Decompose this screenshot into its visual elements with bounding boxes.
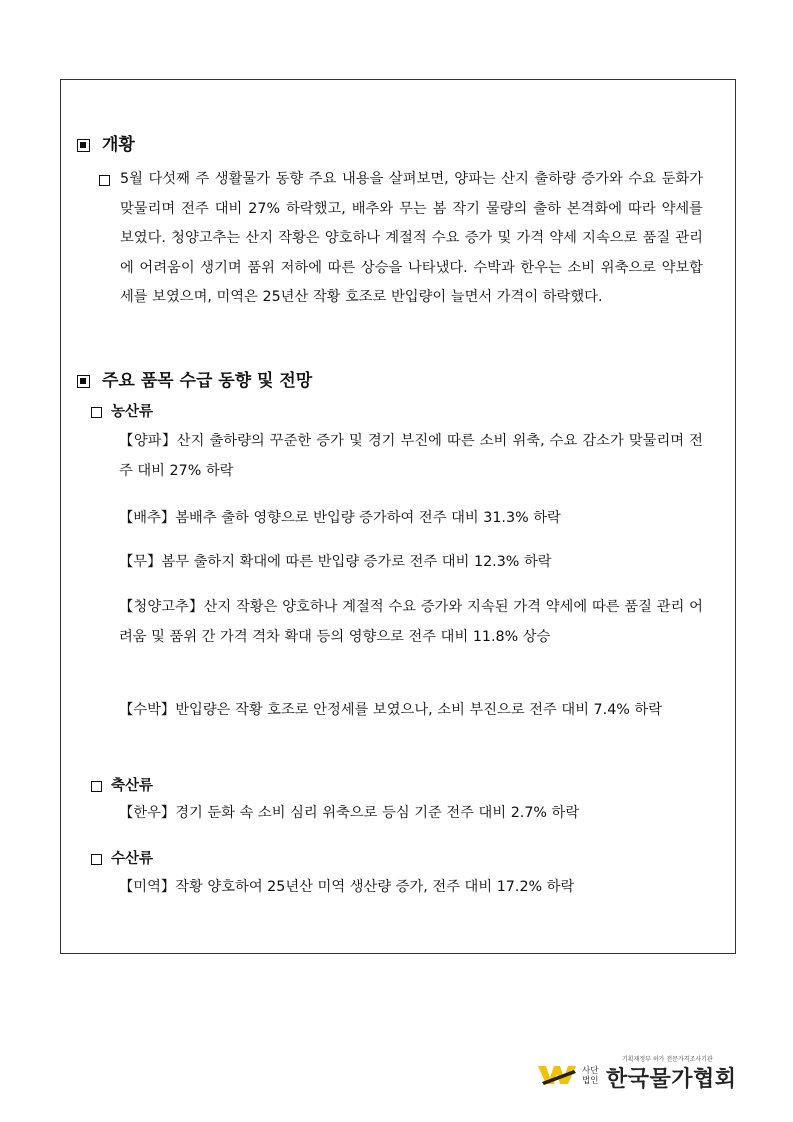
overview-paragraph bbox=[99, 165, 703, 313]
item-text: 봄무 출하지 확대에 따른 반입량 증가로 전주 대비 12.3% 하락 bbox=[161, 554, 552, 570]
logo-tagline: 기획재정부 허가 전문가격조사기관 bbox=[622, 1056, 713, 1063]
category-livestock bbox=[91, 779, 153, 794]
section-market-title-text: 주요 품목 수급 동향 및 전망 bbox=[102, 371, 313, 391]
item-seaweed bbox=[119, 873, 703, 903]
category-fishery-label: 수산류 bbox=[111, 851, 154, 867]
item-hanwoo bbox=[119, 799, 703, 829]
filled-square-bullet-icon bbox=[77, 139, 90, 152]
item-watermelon bbox=[119, 696, 703, 726]
section-market-title bbox=[77, 373, 312, 390]
category-agri-label: 농산류 bbox=[111, 404, 154, 420]
item-radish bbox=[119, 548, 703, 578]
item-text: 봄배추 출하 영향으로 반입량 증가하여 전주 대비 31.3% 하락 bbox=[175, 510, 561, 526]
item-tag: 【배추】 bbox=[119, 510, 176, 526]
section-overview-title bbox=[77, 137, 135, 154]
category-fishery bbox=[91, 852, 153, 867]
item-tag: 【청양고추】 bbox=[119, 599, 204, 615]
overview-text: 5월 다섯째 주 생활물가 동향 주요 내용을 살펴보면, 양파는 산지 출하량 증가와 수요 둔화가 맞물리며 전주 대비 27% 하락했고, 배추와 무는 봄 작기 물량의 출하 본격화에 따라 약세를 보였다. 청양고추는 산지 작황은 양호하나 계절적 수요 증가 및 가격 약세 지속으로 품질 관리에 어려움이 생기며 품위 저하에 따른 상승을 나타냈다. 수박과 한우는 소비 위축으로 약보합세를 보였으며, 미역은 25년산 작황 호조로 반입량이 늘면서 가격이 하락했다. bbox=[120, 171, 703, 305]
empty-square-bullet-icon bbox=[91, 407, 102, 418]
logo-prefix-bottom: 법인 bbox=[582, 1076, 599, 1086]
empty-square-bullet-icon bbox=[99, 175, 110, 186]
filled-square-bullet-icon bbox=[77, 375, 90, 388]
logo-prefix bbox=[582, 1066, 598, 1086]
empty-square-bullet-icon bbox=[91, 781, 102, 792]
category-livestock-label: 축산류 bbox=[111, 778, 154, 794]
category-agri bbox=[91, 405, 153, 420]
empty-square-bullet-icon bbox=[91, 854, 102, 865]
logo-name: 한국물가협회 bbox=[606, 1067, 737, 1092]
item-tag: 【수박】 bbox=[119, 702, 176, 718]
item-tag: 【무】 bbox=[119, 554, 162, 570]
item-text: 산지 작황은 양호하나 계절적 수요 증가와 지속된 가격 약세에 따른 품질 관리 어려움 및 품위 간 가격 격차 확대 등의 영향으로 전주 대비 11.8% 상승 bbox=[119, 599, 703, 645]
section-overview-title-text: 개황 bbox=[102, 135, 135, 155]
item-text: 작황 양호하여 25년산 미역 생산량 증가, 전주 대비 17.2% 하락 bbox=[175, 879, 575, 895]
publisher-logo bbox=[538, 1056, 738, 1092]
item-text: 산지 출하량의 꾸준한 증가 및 경기 부진에 따른 소비 위축, 수요 감소가 맞물리며 전주 대비 27% 하락 bbox=[119, 433, 703, 479]
item-tag: 【양파】 bbox=[119, 433, 177, 449]
kpra-logo-mark-icon bbox=[538, 1064, 578, 1086]
item-chili bbox=[119, 593, 703, 652]
item-text: 반입량은 작황 호조로 안정세를 보였으나, 소비 부진으로 전주 대비 7.4% 하락 bbox=[175, 702, 663, 718]
item-text: 경기 둔화 속 소비 심리 위축으로 등심 기준 전주 대비 2.7% 하락 bbox=[175, 805, 580, 821]
logo-prefix-top: 사단 bbox=[582, 1066, 599, 1076]
item-cabbage bbox=[119, 504, 703, 534]
item-tag: 【미역】 bbox=[119, 879, 176, 895]
item-tag: 【한우】 bbox=[119, 805, 176, 821]
item-onion bbox=[119, 427, 703, 486]
